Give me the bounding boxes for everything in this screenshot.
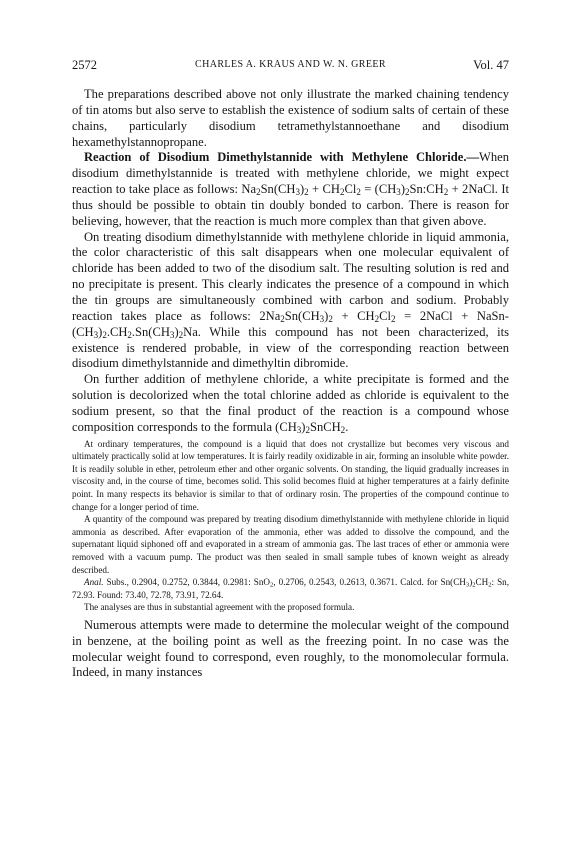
small-print-section — [72, 438, 509, 614]
journal-page — [72, 58, 509, 681]
section-heading: Reaction of Disodium Dimethylstannide with Methylene Chloride.— — [84, 150, 480, 165]
paragraph-properties: At ordinary temperatures, the compound is a liquid that does not crystallize but becomes very viscous and ultimately practically solid at low temperatures. It is fairly readily oxidizable in air, forming an insoluble white powder. It is readily soluble in ether, petroleum ether and other organic solvents. On standing, the liquid gradually increases in viscosity and, in the course of time, becomes solid. This solid becomes fluid at higher temperatures at a fairly definite point. In many respects its behavior is similar to that of ordinary rosin. The properties of the compound continue to change for a longer period of time. — [72, 438, 509, 512]
paragraph-reaction: Reaction of Disodium Dimethylstannide with Methylene Chloride.—When disodium dimethylstannide is treated with methylene chloride, we might expect reaction to take place as follows: $Na_2Sn(CH_3)_2 + CH_2Cl_2$ = $(CH_3)_2Sn:CH_2$ + 2NaCl. It thus should be possible to obtain tin doubly bonded to carbon. There is reason for believing, however, that the reaction is much more complex than that given above. — [72, 150, 509, 228]
volume-label: Vol. 47 — [473, 58, 509, 72]
paragraph-chaining: The preparations described above not only illustrate the marked chaining tendency of tin atoms but also serve to establish the existence of sodium salts of certain of these chains, particularly disodium tetramethylstannoethane and disodium hexamethylstannopropane. — [72, 87, 509, 149]
analysis-conclusion: The analyses are thus in substantial agreement with the proposed formula. — [84, 602, 355, 613]
paragraph-preparation: A quantity of the compound was prepared by treating disodium dimethylstannide with methylene chloride in liquid ammonia as described. After evaporation of the ammonia, ether was added to dissolve the compound, and the supernatant liquid siphoned off and evaporated in a stream of ammonia gas. The last traces of ether or ammonia were removed with a vacuum pump. The product was then sealed in small sample tubes of known weight as already described. — [72, 514, 509, 575]
body-text-bottom — [72, 618, 509, 681]
analysis-line: Anal. Subs., 0.2904, 0.2752, 0.3844, 0.2981: SnO$_2$, 0.2706, 0.2543, 0.2613, 0.3671. Calcd. for $Sn(CH_3)_2CH_2$: Sn, 72.93. Found: 73.40, 72.78, 73.91, 72.64. — [72, 577, 510, 600]
paragraph-further-addition: On further addition of methylene chloride, a white precipitate is formed and the solution is decolorized when the total chlorine added as chloride is equivalent to the sodium present, so that the final product of the reaction is a compound whose composition corresponds to the formula $(CH_3)_2SnCH_2$. — [72, 372, 509, 435]
paragraph-molecular-weight: Numerous attempts were made to determine the molecular weight of the compound in benzene, at the boiling point as well as the freezing point. In no case was the molecular weight found to correspond, even roughly, to the monomolecular formula. Indeed, in many instances — [72, 617, 509, 680]
running-header — [72, 58, 509, 78]
body-text-top — [72, 87, 509, 436]
page-number: 2572 — [72, 58, 97, 72]
paragraph-treating: On treating disodium dimethylstannide with methylene chloride in liquid ammonia, the color characteristic of this salt disappears when one molecular equivalent of chloride has been added to two of the disodium salt. The resulting solution is red and no precipitate is present. This clearly indicates the presence of a compound in which the tin groups are simultaneously combined with carbon and sodium. Probably reaction takes place as follows: $2Na_2Sn(CH_3)_2 + CH_2Cl_2$ = 2NaCl + NaSn-$(CH_3)_2.CH_2.Sn(CH_3)_2Na$. While this compound has not been characterized, its existence is rendered probable, in view of the corresponding reaction between disodium dimethylstannide and dimethyltin dibromide. — [72, 229, 509, 371]
running-head-authors: CHARLES A. KRAUS AND W. N. GREER — [195, 59, 386, 70]
anal-label: Anal. — [84, 577, 104, 588]
